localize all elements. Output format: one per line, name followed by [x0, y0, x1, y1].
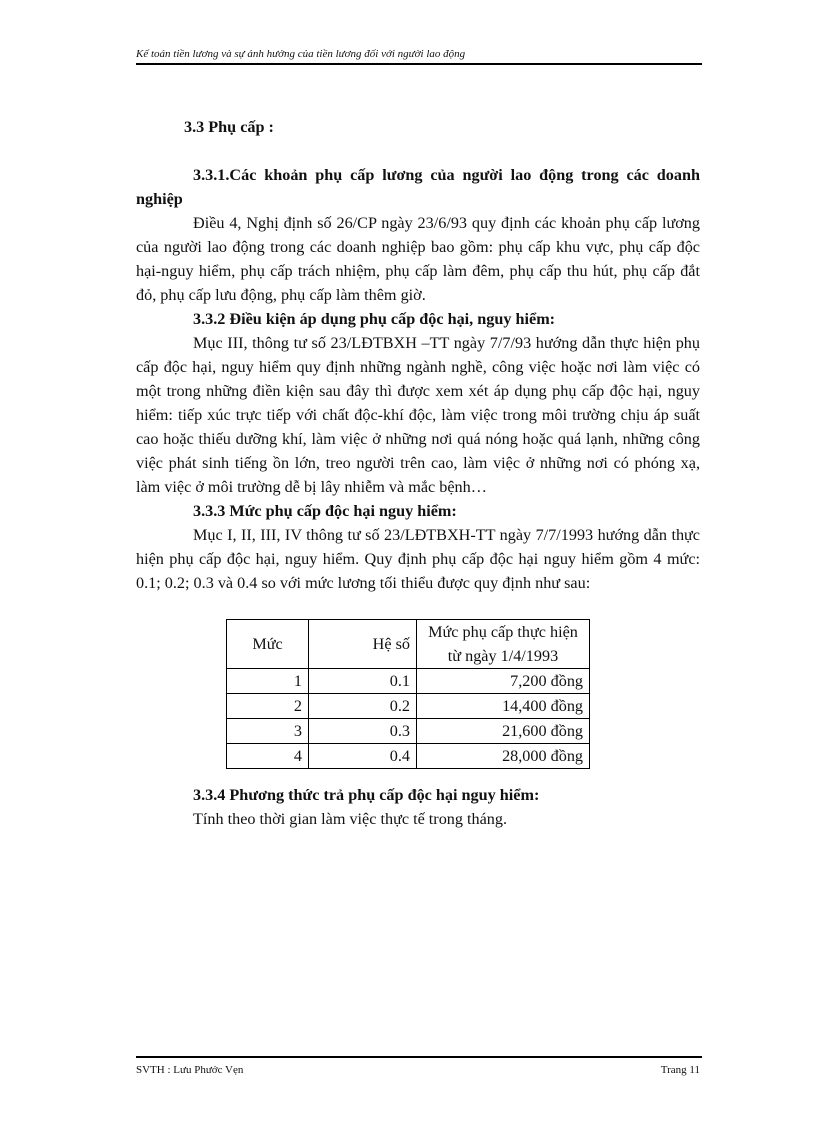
table-row — [227, 744, 590, 769]
col-header-amount — [417, 620, 590, 669]
header-rule — [136, 63, 702, 65]
running-header: Kế toán tiền lương và sự ảnh hưởng của tiền lương đối với người lao động — [136, 48, 466, 60]
heading-3-3-3: 3.3.3 Mức phụ cấp độc hại nguy hiểm: — [193, 502, 457, 520]
footer-author: SVTH : Lưu Phước Vẹn — [136, 1064, 244, 1076]
cell-coef: 0.1 — [309, 669, 417, 694]
allowance-table — [226, 619, 590, 769]
table-row — [227, 719, 590, 744]
cell-amount: 21,600 đồng — [417, 719, 590, 744]
paragraph-3-3-2: Mục III, thông tư số 23/LĐTBXH –TT ngày 7/7/93 hướng dẫn thực hiện phụ cấp độc hại, nguy hiểm quy định những ngành nghề, công việc hoặc nơi làm việc có một trong những điền kiện sau đây thì được xem xét áp dụng phụ cấp độc hại, nguy hiểm: tiếp xúc trực tiếp với chất độc-khí độc, làm việc trong môi trường chịu áp suất cao hoặc thiếu dưỡng khí, làm việc ở những nơi quá nóng hoặc quá lạnh, những công việc phát sinh tiếng ồn lớn, treo người trên cao, làm việc ở những nơi có phóng xạ, làm việc ở môi trường dễ bị lây nhiễm và mắc bệnh… — [136, 334, 700, 496]
cell-level: 3 — [227, 719, 309, 744]
cell-level: 2 — [227, 694, 309, 719]
paragraph-3-3-1: Điều 4, Nghị định số 26/CP ngày 23/6/93 quy định các khoản phụ cấp lương của người lao động trong các doanh nghiệp bao gồm: phụ cấp khu vực, phụ cấp độc hại-nguy hiểm, phụ cấp trách nhiệm, phụ cấp làm đêm, phụ cấp thu hút, phụ cấp đắt đỏ, phụ cấp lưu động, phụ cấp làm thêm giờ. — [136, 214, 700, 304]
spacer — [136, 769, 700, 783]
footer-rule — [136, 1056, 702, 1058]
table-header-row — [227, 620, 590, 669]
cell-coef: 0.4 — [309, 744, 417, 769]
section-title: 3.3 Phụ cấp : — [184, 118, 274, 136]
cell-amount: 28,000 đồng — [417, 744, 590, 769]
paragraph-3-3-4: Tính theo thời gian làm việc thực tế trong tháng. — [193, 810, 508, 828]
col-header-amount-line1: Mức phụ cấp thực hiện — [428, 623, 578, 641]
page-content — [136, 115, 700, 831]
cell-level: 1 — [227, 669, 309, 694]
table-row — [227, 694, 590, 719]
heading-3-3-4: 3.3.4 Phương thức trả phụ cấp độc hại nguy hiểm: — [193, 786, 540, 804]
heading-3-3-1: 3.3.1.Các khoản phụ cấp lương của người lao động trong các doanh nghiệp — [136, 166, 700, 208]
heading-3-3-2: 3.3.2 Điều kiện áp dụng phụ cấp độc hại, nguy hiểm: — [193, 310, 556, 328]
cell-amount: 14,400 đồng — [417, 694, 590, 719]
col-header-level: Mức — [227, 620, 309, 669]
cell-coef: 0.2 — [309, 694, 417, 719]
table-row — [227, 669, 590, 694]
col-header-coef: Hệ số — [309, 620, 417, 669]
page-number: Trang 11 — [660, 1064, 700, 1076]
cell-coef: 0.3 — [309, 719, 417, 744]
cell-amount: 7,200 đồng — [417, 669, 590, 694]
cell-level: 4 — [227, 744, 309, 769]
paragraph-3-3-3: Mục I, II, III, IV thông tư số 23/LĐTBXH-TT ngày 7/7/1993 hướng dẫn thực hiện phụ cấp độc hại, nguy hiểm. Quy định phụ cấp độc hại nguy hiểm gồm 4 mức: 0.1; 0.2; 0.3 và 0.4 so với mức lương tối thiểu được quy định như sau: — [136, 526, 700, 592]
col-header-amount-line2: từ ngày 1/4/1993 — [447, 647, 559, 665]
